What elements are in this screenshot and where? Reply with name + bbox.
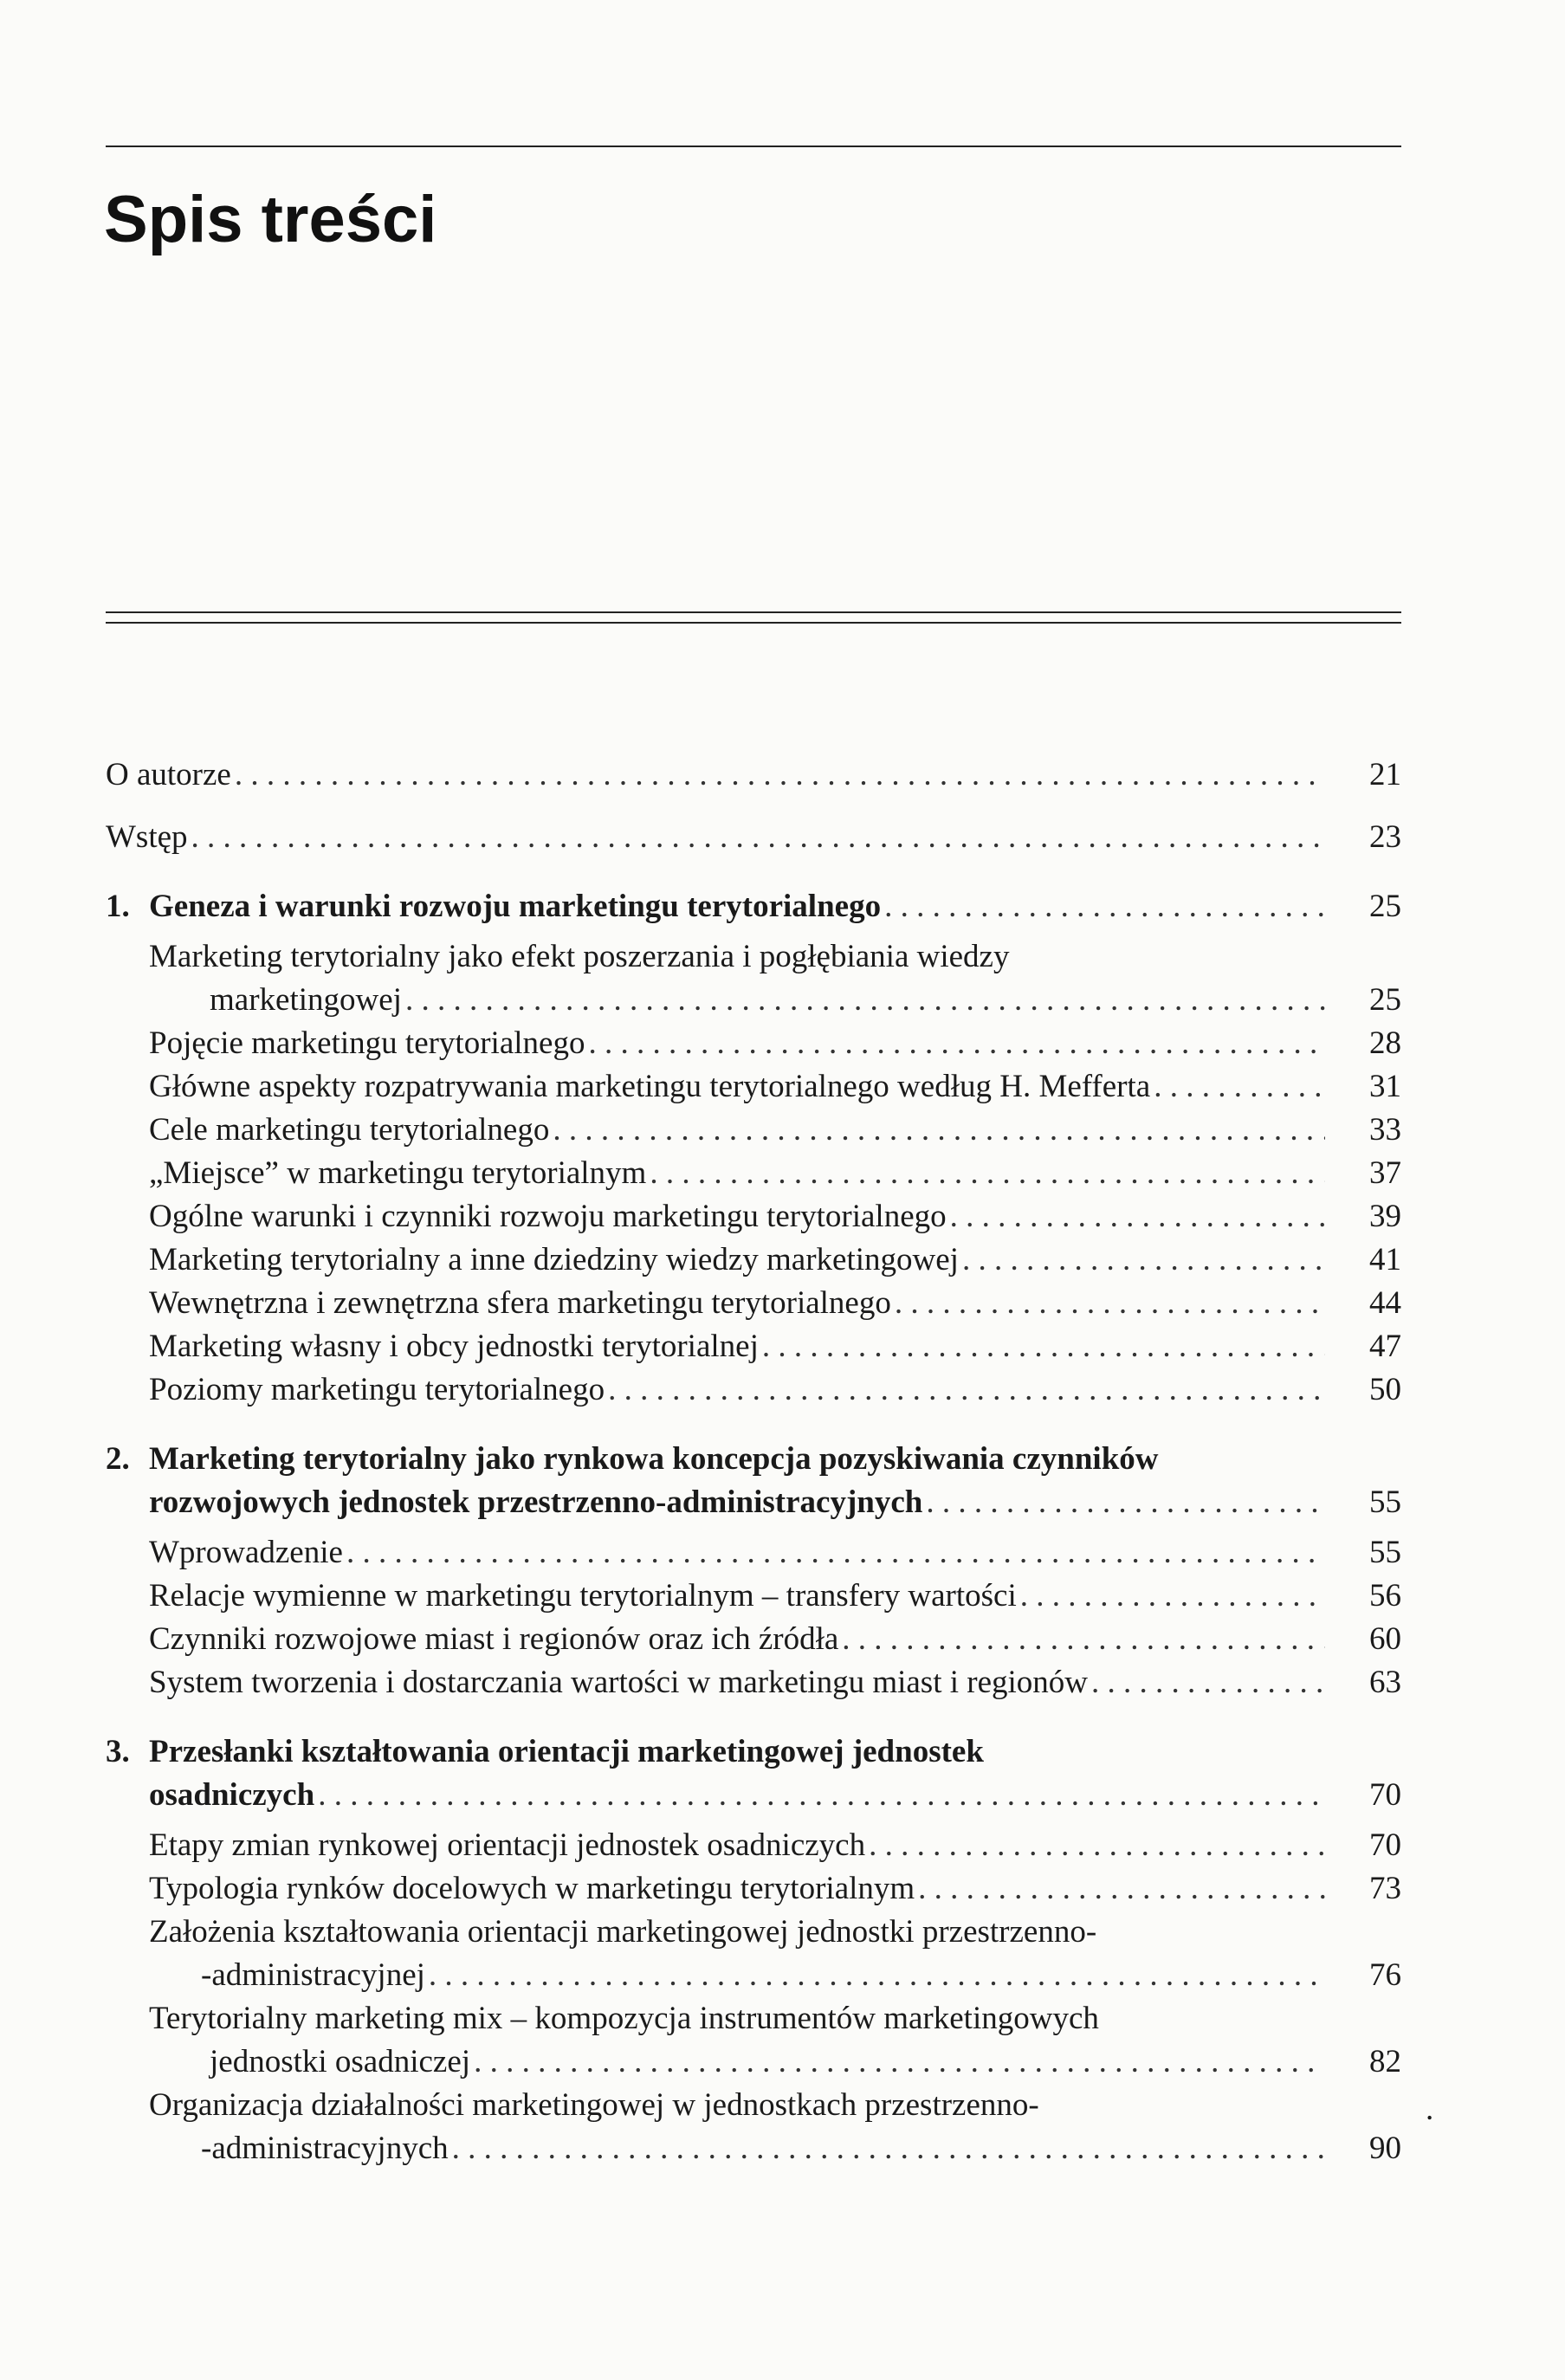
toc-entry-label: Wstęp: [106, 819, 188, 855]
toc-section-line1[interactable]: Marketing terytorialny jako efekt poszerzania i pogłębiania wiedzy: [149, 939, 1010, 974]
toc-section[interactable]: [106, 1575, 1401, 1618]
toc-section-label: Ogólne warunki i czynniki rozwoju marketingu terytorialnego: [149, 1199, 947, 1234]
toc-page-number: 25: [1369, 889, 1401, 924]
leader-dots: [188, 816, 1325, 859]
chapter-title-line2-row: [106, 1774, 1401, 1817]
toc-section[interactable]: [106, 2127, 1401, 2170]
toc-section-line1[interactable]: Terytorialny marketing mix – kompozycja instrumentów marketingowych: [149, 2001, 1099, 2036]
toc-page-number: 55: [1369, 1535, 1401, 1570]
toc-page-number: 76: [1369, 1957, 1401, 1993]
chapter-title-line1-row: [106, 1730, 1401, 1774]
toc-section[interactable]: [106, 1195, 1401, 1239]
toc-section[interactable]: [106, 1022, 1401, 1065]
toc-page-number: 31: [1369, 1069, 1401, 1104]
stray-mark: .: [1426, 2092, 1434, 2127]
leader-dots: [915, 1867, 1325, 1911]
toc-chapter-3[interactable]: [106, 1730, 1401, 1817]
leader-dots: [646, 1152, 1325, 1195]
chapter-number: 2.: [106, 1441, 130, 1477]
toc-page-number: 28: [1369, 1025, 1401, 1061]
leader-dots: [425, 1954, 1325, 1997]
toc-section[interactable]: [106, 1618, 1401, 1661]
toc-section-label: Cele marketingu terytorialnego: [149, 1112, 550, 1148]
page-title: Spis treści: [104, 183, 437, 256]
leader-dots: [922, 1481, 1325, 1524]
toc-page-number: 70: [1369, 1777, 1401, 1813]
toc-page-number: 41: [1369, 1242, 1401, 1277]
toc-chapter-2[interactable]: [106, 1438, 1401, 1524]
toc-section[interactable]: [106, 1531, 1401, 1575]
chapter-1-sections: [106, 935, 1401, 1412]
toc-entry-o-autorze[interactable]: [106, 753, 1401, 797]
toc-page-number: 33: [1369, 1112, 1401, 1148]
leader-dots: [231, 753, 1325, 797]
toc-section[interactable]: [106, 2040, 1401, 2084]
toc-section-line1[interactable]: Organizacja działalności marketingowej w jednostkach przestrzenno-: [149, 2087, 1039, 2123]
chapter-title: Geneza i warunki rozwoju marketingu terytorialnego: [149, 889, 882, 924]
toc-page-number: 25: [1369, 982, 1401, 1018]
leader-dots: [1017, 1575, 1325, 1618]
leader-dots: [1150, 1065, 1325, 1109]
toc-page-number: 21: [1369, 757, 1401, 792]
toc-section-label: -administracyjnych: [201, 2131, 449, 2166]
toc-section[interactable]: [106, 1661, 1401, 1704]
table-of-contents: [106, 753, 1401, 2170]
toc-page-number: 55: [1369, 1484, 1401, 1520]
leader-dots: [449, 2127, 1325, 2170]
leader-dots: [947, 1195, 1325, 1239]
toc-section[interactable]: [106, 1954, 1401, 1997]
leader-dots: [1088, 1661, 1325, 1704]
leader-dots: [343, 1531, 1325, 1575]
toc-section-label: Relacje wymienne w marketingu terytorialnym – transfery wartości: [149, 1578, 1017, 1614]
toc-page-number: 82: [1369, 2044, 1401, 2079]
leader-dots: [402, 979, 1325, 1022]
toc-page-number: 60: [1369, 1621, 1401, 1657]
leader-dots: [605, 1368, 1325, 1412]
toc-section[interactable]: [106, 1239, 1401, 1282]
toc-section-label: Poziomy marketingu terytorialnego: [149, 1372, 605, 1407]
toc-section-label: -administracyjnej: [201, 1957, 425, 1993]
top-rule: [106, 146, 1401, 147]
leader-dots: [959, 1239, 1325, 1282]
toc-page-number: 23: [1369, 819, 1401, 855]
leader-dots: [881, 885, 1325, 928]
toc-section[interactable]: [106, 1824, 1401, 1867]
chapter-title-line1-row: [106, 1438, 1401, 1481]
toc-section[interactable]: [106, 1282, 1401, 1325]
toc-section-label: marketingowej: [210, 982, 402, 1018]
toc-section-label: Typologia rynków docelowych w marketingu terytorialnym: [149, 1871, 915, 1906]
toc-section-label: jednostki osadniczej: [210, 2044, 471, 2079]
toc-section-label: „Miejsce” w marketingu terytorialnym: [149, 1155, 647, 1191]
toc-chapter-1[interactable]: [106, 885, 1401, 928]
double-rule-upper: [106, 611, 1401, 613]
chapter-3-sections: [106, 1824, 1401, 2170]
toc-section[interactable]: [106, 1152, 1401, 1195]
toc-page-number: 39: [1369, 1199, 1401, 1234]
toc-page-number: 73: [1369, 1871, 1401, 1906]
chapter-2-sections: [106, 1531, 1401, 1704]
leader-dots: [865, 1824, 1325, 1867]
toc-page-number: 63: [1369, 1665, 1401, 1700]
toc-page-number: 50: [1369, 1372, 1401, 1407]
toc-section[interactable]: [106, 979, 1401, 1022]
chapter-title-line1: Marketing terytorialny jako rynkowa koncepcja pozyskiwania czynników: [149, 1441, 1159, 1477]
toc-section-label: Etapy zmian rynkowej orientacji jednostek osadniczych: [149, 1827, 866, 1863]
toc-entry-wstep[interactable]: [106, 816, 1401, 859]
toc-section-line1[interactable]: Założenia kształtowania orientacji marketingowej jednostki przestrzenno-: [149, 1914, 1097, 1950]
chapter-title-line2-row: [106, 1481, 1401, 1524]
toc-section-label: Główne aspekty rozpatrywania marketingu terytorialnego według H. Mefferta: [149, 1069, 1151, 1104]
toc-page-number: 56: [1369, 1578, 1401, 1614]
leader-dots: [585, 1022, 1325, 1065]
toc-page-number: 44: [1369, 1285, 1401, 1321]
toc-section[interactable]: [106, 1325, 1401, 1368]
toc-section-label: System tworzenia i dostarczania wartości w marketingu miast i regionów: [149, 1665, 1089, 1700]
leader-dots: [891, 1282, 1325, 1325]
chapter-number: 1.: [106, 889, 130, 924]
leader-dots: [314, 1774, 1325, 1817]
toc-section[interactable]: [106, 1065, 1401, 1109]
double-rule-lower: [106, 622, 1401, 624]
toc-page-number: 90: [1369, 2131, 1401, 2166]
chapter-title-line1: Przesłanki kształtowania orientacji marketingowej jednostek: [149, 1734, 984, 1769]
toc-section[interactable]: [106, 1368, 1401, 1412]
toc-section-label: Marketing własny i obcy jednostki terytorialnej: [149, 1329, 759, 1364]
chapter-number: 3.: [106, 1734, 130, 1769]
toc-entry-label: O autorze: [106, 757, 231, 792]
toc-section[interactable]: [106, 1109, 1401, 1152]
toc-section-label: Czynniki rozwojowe miast i regionów oraz ich źródła: [149, 1621, 839, 1657]
chapter-title-line2: rozwojowych jednostek przestrzenno-administracyjnych: [149, 1484, 923, 1520]
toc-page-number: 37: [1369, 1155, 1401, 1191]
toc-section-label: Wewnętrzna i zewnętrzna sfera marketingu terytorialnego: [149, 1285, 891, 1321]
leader-dots: [470, 2040, 1325, 2084]
leader-dots: [838, 1618, 1325, 1661]
toc-section-label: Wprowadzenie: [149, 1535, 343, 1570]
leader-dots: [549, 1109, 1325, 1152]
chapter-title-line2: osadniczych: [149, 1777, 315, 1813]
toc-section[interactable]: [106, 1867, 1401, 1911]
toc-section-label: Marketing terytorialny a inne dziedziny wiedzy marketingowej: [149, 1242, 959, 1277]
leader-dots: [759, 1325, 1325, 1368]
toc-section-label: Pojęcie marketingu terytorialnego: [149, 1025, 585, 1061]
toc-page-number: 47: [1369, 1329, 1401, 1364]
toc-page-number: 70: [1369, 1827, 1401, 1863]
